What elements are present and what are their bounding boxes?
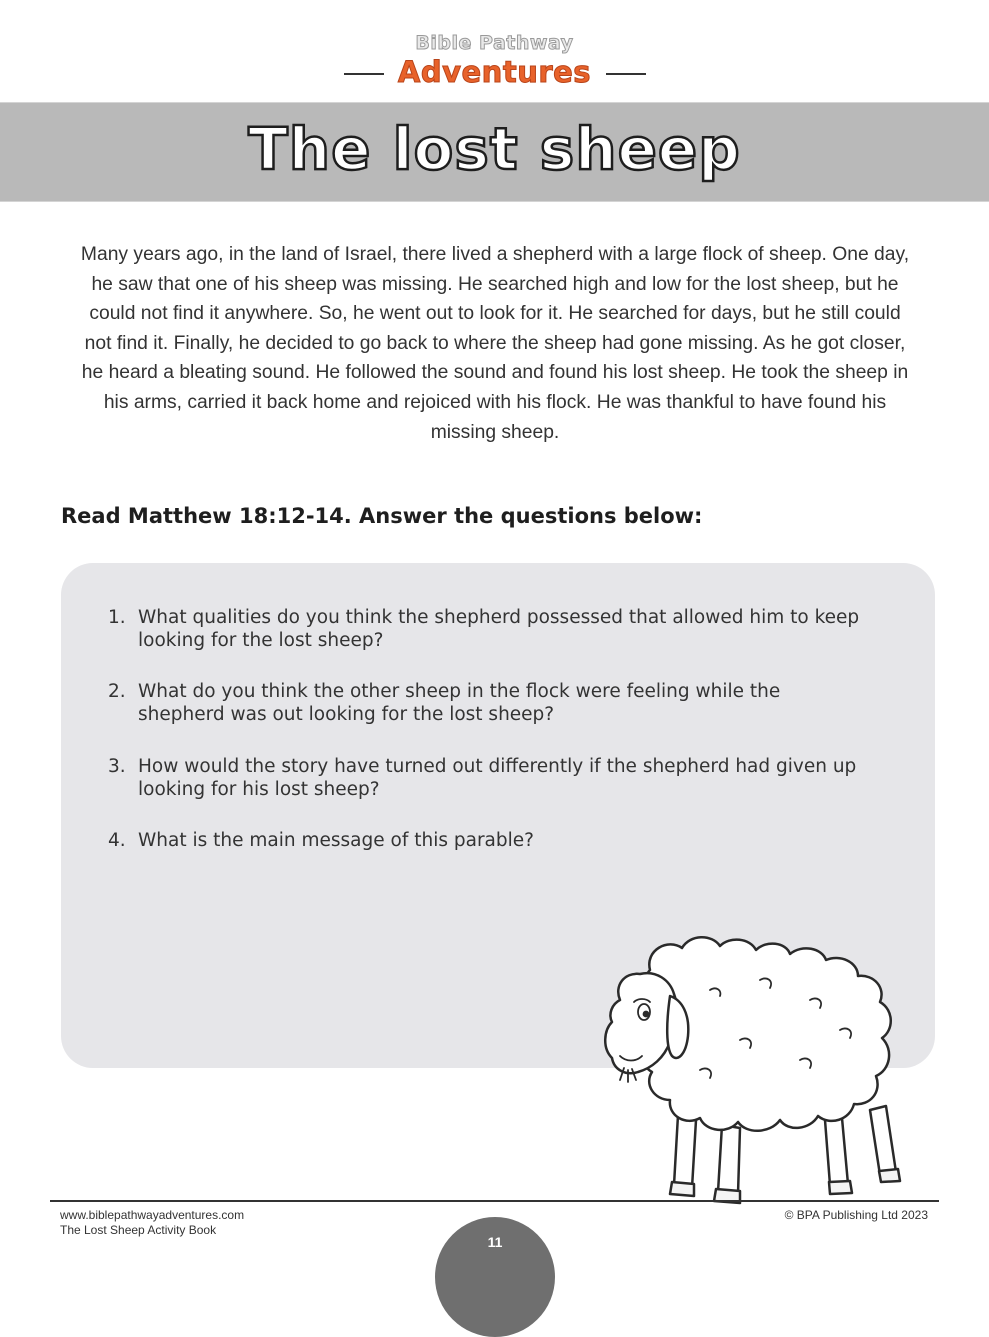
logo-line2: Adventures [397, 55, 592, 89]
footer-book-title: The Lost Sheep Activity Book [60, 1223, 217, 1237]
page-number: 11 [487, 1234, 503, 1250]
sheep-illustration [590, 930, 940, 1205]
instructions-heading: Read Matthew 18:12-14. Answer the questions below: [61, 504, 703, 528]
logo-line1: Bible Pathway [415, 32, 574, 54]
question-number: 4. [108, 830, 126, 851]
question-number: 1. [108, 607, 126, 628]
logo-divider-right [606, 73, 646, 75]
question-item [108, 829, 868, 852]
question-item [108, 755, 868, 801]
footer-left [60, 1208, 244, 1238]
question-text: What is the main message of this parable? [138, 830, 534, 851]
question-item [108, 680, 868, 726]
title-band [0, 102, 989, 202]
question-number: 3. [108, 756, 126, 777]
question-text: What qualities do you think the shepherd possessed that allowed him to keep looking for the lost sheep? [138, 607, 860, 651]
page-title: The lost sheep [248, 115, 741, 183]
publisher-logo [0, 22, 989, 102]
footer-copyright: © BPA Publishing Ltd 2023 [784, 1208, 928, 1222]
footer-website: www.biblepathwayadventures.com [60, 1208, 245, 1222]
question-text: How would the story have turned out differently if the shepherd had given up looking for his lost sheep? [138, 756, 857, 800]
question-number: 2. [108, 681, 126, 702]
footer-divider [50, 1200, 939, 1202]
question-text: What do you think the other sheep in the flock were feeling while the shepherd was out looking for the lost sheep? [138, 681, 781, 725]
question-item [108, 606, 868, 652]
story-paragraph: Many years ago, in the land of Israel, there lived a shepherd with a large flock of sheep. One day, he saw that one of his sheep was missing. He searched high and low for the lost sheep, but he could not find it anywhere. So, he went out to look for it. He searched for days, but he still could not find it. Finally, he decided to go back to where the sheep had gone missing. As he got closer, he heard a bleating sound. He followed the sound and found his lost sheep. He took the sheep in his arms, carried it back home and rejoiced with his flock. He was thankful to have found his missing sheep. [80, 244, 910, 443]
